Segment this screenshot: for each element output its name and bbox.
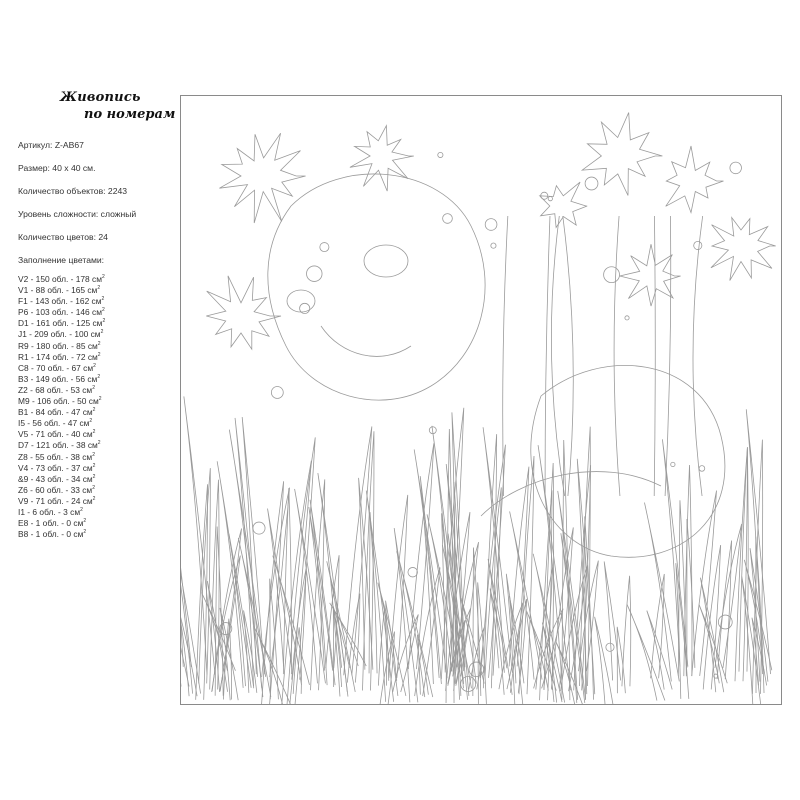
line-art-drawing xyxy=(181,96,782,705)
coloring-outline-canvas xyxy=(180,95,782,705)
small-circle-outline xyxy=(485,219,497,231)
grass-blade-outline xyxy=(715,524,742,668)
animal-body-outline xyxy=(531,365,725,557)
grass-blade-outline xyxy=(595,617,613,705)
square-unit-superscript: 2 xyxy=(92,496,96,503)
color-fill-item xyxy=(18,529,178,540)
small-circle-outline xyxy=(606,643,614,651)
color-fill-text: B1 - 84 обл. - 47 см xyxy=(18,407,93,418)
color-fill-item xyxy=(18,385,178,396)
animal-eye-outline xyxy=(364,245,408,277)
square-unit-superscript: 2 xyxy=(97,285,101,292)
grass-blade-outline xyxy=(604,561,620,680)
color-fill-item xyxy=(18,374,178,385)
flower-outline xyxy=(582,113,662,196)
color-fill-item xyxy=(18,296,178,307)
small-circle-outline xyxy=(671,462,675,466)
square-unit-superscript: 2 xyxy=(92,462,96,469)
grass-blade-outline xyxy=(210,480,219,690)
color-fill-text: F1 - 143 обл. - 162 см xyxy=(18,296,102,307)
color-fill-text: Z8 - 55 обл. - 38 см xyxy=(18,451,93,462)
color-fill-text: V9 - 71 обл. - 24 см xyxy=(18,495,93,506)
flower-stem-outline xyxy=(654,216,655,496)
square-unit-superscript: 2 xyxy=(102,318,106,325)
color-fill-text: V5 - 71 обл. - 40 см xyxy=(18,429,93,440)
small-circle-outline xyxy=(253,522,265,534)
square-unit-superscript: 2 xyxy=(92,473,96,480)
square-unit-superscript: 2 xyxy=(83,518,87,525)
flower-outline xyxy=(219,133,305,223)
flower-outline xyxy=(206,276,281,349)
square-unit-superscript: 2 xyxy=(89,418,93,425)
color-fill-text: E8 - 1 обл. - 0 см xyxy=(18,518,84,529)
color-fill-text: P6 - 103 обл. - 146 см xyxy=(18,307,102,318)
flower-outline xyxy=(666,146,724,213)
small-circle-outline xyxy=(443,214,453,224)
small-circle-outline xyxy=(408,567,418,577)
color-fill-item xyxy=(18,274,178,285)
grass-blade-outline xyxy=(408,443,433,669)
color-fill-item xyxy=(18,318,178,329)
color-fill-item xyxy=(18,329,178,340)
color-fill-item xyxy=(18,407,178,418)
brand-title-line2: по номерам xyxy=(84,107,176,122)
color-fill-text: V2 - 150 обл. - 178 см xyxy=(18,274,102,284)
color-fill-text: R9 - 180 обл. - 85 см xyxy=(18,340,98,351)
color-fill-text: V1 - 88 обл. - 165 см xyxy=(18,285,98,296)
square-unit-superscript: 2 xyxy=(92,484,95,491)
grass-blade-outline xyxy=(386,601,397,681)
color-fill-text: &9 - 43 обл. - 34 см xyxy=(18,473,93,484)
color-fill-text: B3 - 149 обл. - 56 см xyxy=(18,373,98,384)
small-circle-outline xyxy=(491,243,496,248)
color-fill-item xyxy=(18,341,178,352)
color-fill-item xyxy=(18,496,178,507)
square-unit-superscript: 2 xyxy=(92,451,95,458)
color-fill-title: Заполнение цветами: xyxy=(18,255,105,265)
square-unit-superscript: 2 xyxy=(92,385,95,392)
color-fill-text: D1 - 161 обл. - 125 см xyxy=(18,318,103,329)
square-unit-superscript: 2 xyxy=(98,396,102,403)
grass-blade-outline xyxy=(181,470,191,667)
objects-count: Количество объектов: 2243 xyxy=(18,186,128,196)
color-fill-item xyxy=(18,507,178,518)
small-circle-outline xyxy=(585,177,598,190)
color-fill-list xyxy=(18,274,178,540)
color-fill-item xyxy=(18,440,178,451)
color-fill-text: Z6 - 60 обл. - 33 см xyxy=(18,484,93,495)
small-circle-outline xyxy=(548,197,552,201)
square-unit-superscript: 2 xyxy=(101,274,105,281)
animal-head-outline xyxy=(268,174,485,400)
flower-stem-outline xyxy=(551,216,564,496)
grass-blade-outline xyxy=(509,467,529,667)
animal-eye-outline xyxy=(287,290,315,312)
color-fill-text: Z2 - 68 обл. - 53 см xyxy=(18,384,93,395)
grass-blade-outline xyxy=(746,409,770,674)
square-unit-superscript: 2 xyxy=(97,374,101,381)
color-fill-text: M9 - 106 обл. - 50 см xyxy=(18,396,99,407)
color-fill-item xyxy=(18,352,178,363)
square-unit-superscript: 2 xyxy=(101,296,105,303)
square-unit-superscript: 2 xyxy=(93,362,96,369)
small-circle-outline xyxy=(438,152,443,157)
flower-stem-outline xyxy=(545,216,550,496)
color-fill-item xyxy=(18,452,178,463)
small-circle-outline xyxy=(625,316,629,320)
brand-logo xyxy=(60,90,180,122)
color-fill-item xyxy=(18,463,178,474)
color-fill-item xyxy=(18,307,178,318)
small-circle-outline xyxy=(604,267,620,283)
flower-outline xyxy=(350,126,414,192)
color-fill-text: D7 - 121 обл. - 38 см xyxy=(18,440,98,451)
color-fill-text: V4 - 73 обл. - 37 см xyxy=(18,462,93,473)
color-fill-text: I5 - 56 обл. - 47 см xyxy=(18,418,90,429)
color-fill-item xyxy=(18,485,178,496)
color-fill-text: J1 - 209 обл. - 100 см xyxy=(18,329,101,340)
article-number: Артикул: Z-AB67 xyxy=(18,140,84,150)
flower-outline xyxy=(620,244,681,306)
grass-blade-outline xyxy=(415,567,440,696)
square-unit-superscript: 2 xyxy=(101,307,105,314)
square-unit-superscript: 2 xyxy=(92,407,96,414)
square-unit-superscript: 2 xyxy=(100,329,104,336)
grass-blade-outline xyxy=(692,491,717,676)
small-circle-outline xyxy=(307,266,323,282)
color-fill-item xyxy=(18,418,178,429)
square-unit-superscript: 2 xyxy=(97,351,101,358)
grass-blade-outline xyxy=(627,604,665,700)
flower-stem-outline xyxy=(614,216,620,496)
animal-mouth-outline xyxy=(321,326,411,356)
square-unit-superscript: 2 xyxy=(83,529,87,536)
animal-back-outline xyxy=(481,472,661,516)
grass-blade-outline xyxy=(283,488,291,674)
product-info xyxy=(18,140,178,540)
color-fill-text: B8 - 1 обл. - 0 см xyxy=(18,529,84,540)
flower-stem-outline xyxy=(693,216,703,496)
color-fill-item xyxy=(18,396,178,407)
square-unit-superscript: 2 xyxy=(97,340,101,347)
color-fill-item xyxy=(18,429,178,440)
colors-count: Количество цветов: 24 xyxy=(18,232,108,242)
color-fill-item xyxy=(18,363,178,374)
color-fill-item xyxy=(18,285,178,296)
difficulty-level: Уровень сложности: сложный xyxy=(18,209,137,219)
grass-blade-outline xyxy=(394,528,418,702)
small-circle-outline xyxy=(271,387,283,399)
color-fill-text: I1 - 6 обл. - 3 см xyxy=(18,506,81,517)
small-circle-outline xyxy=(320,243,329,252)
square-unit-superscript: 2 xyxy=(80,507,83,514)
color-fill-text: C8 - 70 обл. - 67 см xyxy=(18,362,94,373)
color-fill-text: R1 - 174 обл. - 72 см xyxy=(18,351,98,362)
square-unit-superscript: 2 xyxy=(92,429,96,436)
small-circle-outline xyxy=(699,466,705,472)
color-fill-item xyxy=(18,474,178,485)
flower-outline xyxy=(711,218,776,281)
brand-title-line1: Живопись xyxy=(60,90,141,105)
square-unit-superscript: 2 xyxy=(97,440,101,447)
canvas-size: Размер: 40 x 40 см. xyxy=(18,163,96,173)
flower-stem-outline xyxy=(665,216,671,496)
color-fill-item xyxy=(18,518,178,529)
small-circle-outline xyxy=(730,162,742,174)
small-circle-outline xyxy=(694,241,702,249)
